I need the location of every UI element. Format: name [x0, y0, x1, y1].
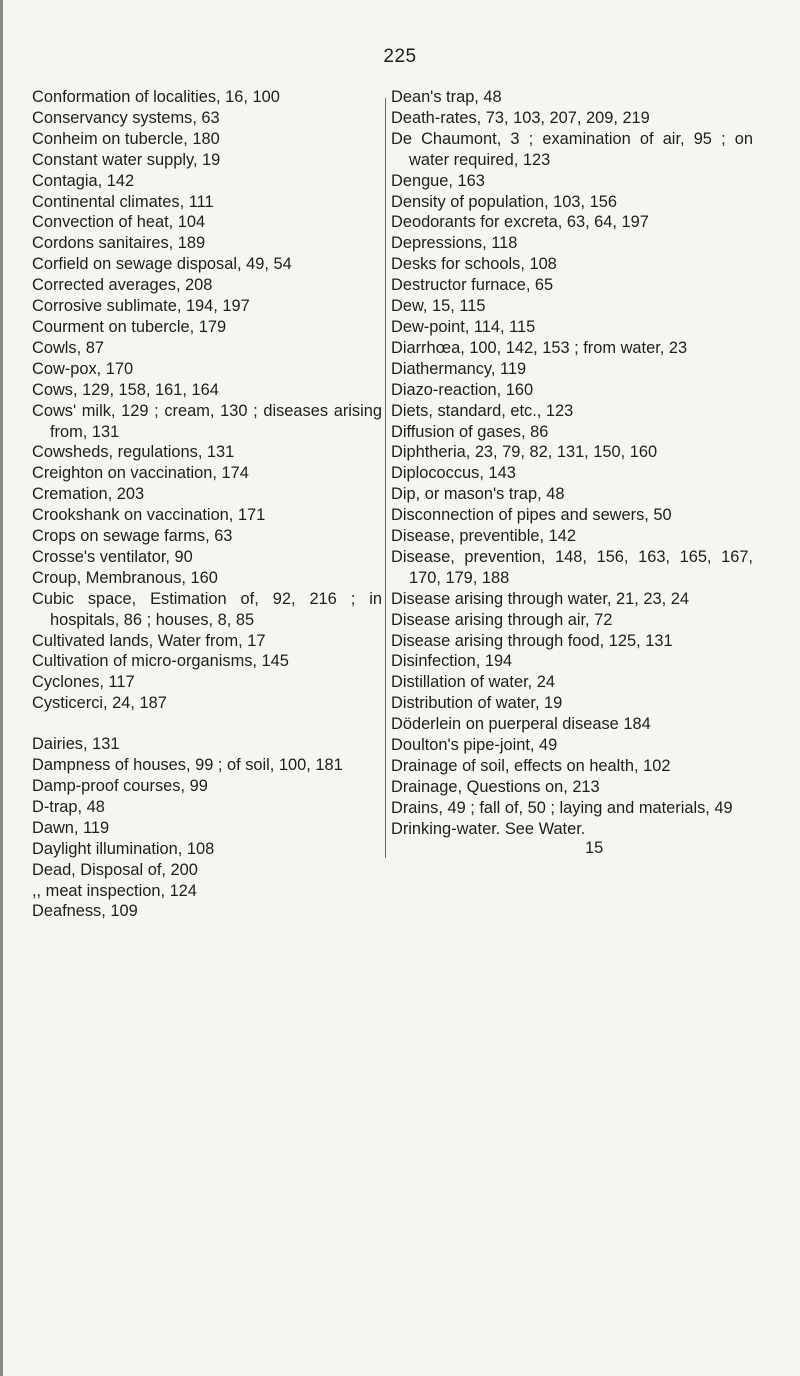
- index-entry: Constant water supply, 19: [32, 150, 221, 169]
- index-entry: Cow-pox, 170: [32, 359, 134, 378]
- index-entry: D-trap, 48: [32, 797, 105, 816]
- index-entry: Croup, Membranous, 160: [32, 568, 218, 587]
- index-entry: Disinfection, 194: [391, 652, 513, 671]
- index-entry: Dew, 15, 115: [391, 297, 486, 316]
- index-entry: Disease arising through air, 72: [391, 610, 613, 629]
- index-entry: Corrected averages, 208: [32, 276, 213, 295]
- index-entry: Distribution of water, 19: [391, 694, 563, 713]
- index-entry: Drinking-water. See Water.: [391, 819, 586, 838]
- index-entry: Deodorants for excreta, 63, 64, 197: [391, 213, 649, 232]
- index-entry: Dairies, 131: [32, 735, 120, 754]
- index-entry: Disease, prevention, 148, 156, 163, 165, 167, 170, 179, 188: [391, 547, 753, 587]
- index-entry: Crosse's ventilator, 90: [32, 547, 193, 566]
- index-entry: Death-rates, 73, 103, 207, 209, 219: [391, 108, 650, 127]
- index-entry: Dawn, 119: [32, 818, 110, 837]
- index-entry: Depressions, 118: [391, 234, 518, 253]
- index-entry: Dip, or mason's trap, 48: [391, 485, 565, 504]
- index-entry: Corfield on sewage disposal, 49, 54: [32, 255, 292, 274]
- index-entry: Conservancy systems, 63: [32, 108, 220, 127]
- index-entry: Desks for schools, 108: [391, 255, 557, 274]
- index-entry: Corrosive sublimate, 194, 197: [32, 297, 250, 316]
- index-entry: Disease, preventible, 142: [391, 527, 576, 546]
- index-entry: Crookshank on vaccination, 171: [32, 506, 266, 525]
- index-entry: Conheim on tubercle, 180: [32, 129, 220, 148]
- index-entry: Cultivation of micro-organisms, 145: [32, 652, 289, 671]
- index-entry: Deafness, 109: [32, 902, 138, 921]
- index-entry: Disease arising through food, 125, 131: [391, 631, 673, 650]
- index-entry: Diathermancy, 119: [391, 359, 527, 378]
- index-entry: Drainage, Questions on, 213: [391, 777, 600, 796]
- index-entry: Continental climates, 111: [32, 192, 214, 211]
- index-entry: Cowsheds, regulations, 131: [32, 443, 235, 462]
- index-entry: Drains, 49 ; fall of, 50 ; laying and materials, 49: [391, 798, 733, 817]
- index-entry: Drainage of soil, effects on health, 102: [391, 757, 671, 775]
- column-divider: [385, 98, 386, 858]
- index-entry: Cows, 129, 158, 161, 164: [32, 380, 219, 399]
- index-column-right: [391, 87, 753, 840]
- index-entry: Dampness of houses, 99 ; of soil, 100, 181: [32, 756, 343, 775]
- index-entry: Diarrhœa, 100, 142, 153 ; from water, 23: [391, 338, 688, 357]
- index-entry: Contagia, 142: [32, 171, 135, 190]
- index-entry: Diazo-reaction, 160: [391, 380, 534, 399]
- page-edge: [0, 0, 3, 1376]
- index-entry: Destructor furnace, 65: [391, 276, 554, 295]
- index-entry: Density of population, 103, 156: [391, 192, 617, 211]
- index-entry: Damp-proof courses, 99: [32, 777, 208, 795]
- index-entry: Cyclones, 117: [32, 673, 135, 692]
- index-entry: Disease arising through water, 21, 23, 24: [391, 589, 689, 608]
- index-entry: Dead, Disposal of, 200: [32, 860, 198, 879]
- index-entry: Diffusion of gases, 86: [391, 422, 549, 441]
- index-entry: Diplococcus, 143: [391, 464, 516, 483]
- index-entry: Distillation of water, 24: [391, 673, 555, 692]
- index-entry: Cysticerci, 24, 187: [32, 694, 167, 713]
- index-entry: Diphtheria, 23, 79, 82, 131, 150, 160: [391, 443, 658, 462]
- index-entry: Disconnection of pipes and sewers, 50: [391, 506, 672, 525]
- page-number: 225: [383, 46, 417, 67]
- index-entry: Dean's trap, 48: [391, 88, 502, 106]
- index-entry: Courment on tubercle, 179: [32, 317, 227, 336]
- index-column-left: [32, 87, 382, 922]
- index-entry: Cubic space, Estimation of, 92, 216 ; in hospitals, 86 ; houses, 8, 85: [32, 589, 382, 629]
- index-entry: Dew-point, 114, 115: [391, 317, 536, 336]
- index-entry: Döderlein on puerperal disease 184: [391, 715, 651, 734]
- index-entry: Daylight illumination, 108: [32, 839, 215, 858]
- index-entry: Cremation, 203: [32, 485, 145, 504]
- index-entry: Convection of heat, 104: [32, 213, 206, 232]
- signature-mark: 15: [585, 839, 604, 857]
- index-entry: Crops on sewage farms, 63: [32, 527, 233, 546]
- index-entry: Cows' milk, 129 ; cream, 130 ; diseases arising from, 131: [32, 401, 382, 441]
- index-entry: Dengue, 163: [391, 171, 485, 190]
- index-entry: Doulton's pipe-joint, 49: [391, 736, 558, 755]
- index-entry: Diets, standard, etc., 123: [391, 401, 574, 420]
- index-entry: Cowls, 87: [32, 338, 104, 357]
- index-entry: ,, meat inspection, 124: [32, 881, 197, 900]
- index-entry: Cordons sanitaires, 189: [32, 234, 206, 253]
- index-entry: Cultivated lands, Water from, 17: [32, 631, 266, 650]
- index-entry: De Chaumont, 3 ; examination of air, 95 ; on water required, 123: [391, 129, 753, 169]
- index-entry: Creighton on vaccination, 174: [32, 464, 249, 483]
- index-entry: Conformation of localities, 16, 100: [32, 88, 280, 106]
